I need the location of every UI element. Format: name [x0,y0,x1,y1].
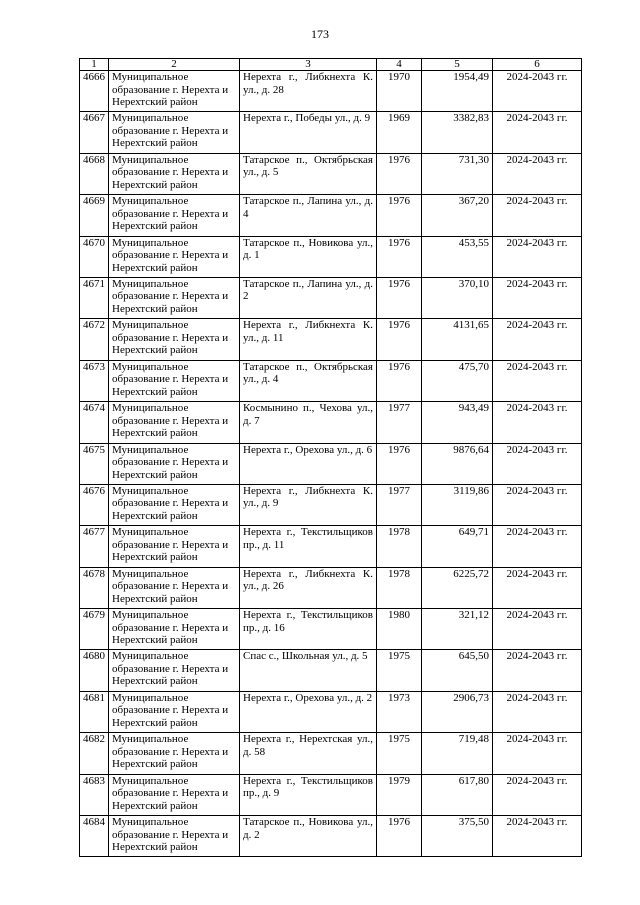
row-number-cell: 4683 [80,774,109,815]
cost-cell: 1954,49 [422,71,493,112]
cost-cell: 731,30 [422,153,493,194]
address-cell: Нерехта г., Либкнехта К. ул., д. 26 [240,567,377,608]
table-row [80,691,582,732]
municipality-cell: Муниципальное образование г. Нерехта и Нерехтский район [109,319,240,360]
column-header-4: 4 [377,59,422,71]
column-header-2: 2 [109,59,240,71]
period-cell: 2024-2043 гг. [493,526,582,567]
period-cell: 2024-2043 гг. [493,402,582,443]
municipality-cell: Муниципальное образование г. Нерехта и Нерехтский район [109,484,240,525]
table-row [80,360,582,401]
period-cell: 2024-2043 гг. [493,691,582,732]
cost-cell: 3119,86 [422,484,493,525]
municipality-cell: Муниципальное образование г. Нерехта и Нерехтский район [109,774,240,815]
address-cell: Татарское п., Октябрьская ул., д. 4 [240,360,377,401]
row-number-cell: 4674 [80,402,109,443]
year-cell: 1976 [377,277,422,318]
cost-cell: 649,71 [422,526,493,567]
row-number-cell: 4681 [80,691,109,732]
table-row [80,71,582,112]
row-number-cell: 4680 [80,650,109,691]
table-row [80,650,582,691]
table-row [80,774,582,815]
cost-cell: 375,50 [422,816,493,857]
municipality-cell: Муниципальное образование г. Нерехта и Нерехтский район [109,402,240,443]
cost-cell: 943,49 [422,402,493,443]
municipality-cell: Муниципальное образование г. Нерехта и Нерехтский район [109,650,240,691]
row-number-cell: 4676 [80,484,109,525]
table-row [80,816,582,857]
period-cell: 2024-2043 гг. [493,319,582,360]
cost-cell: 3382,83 [422,112,493,153]
year-cell: 1969 [377,112,422,153]
column-number-row [80,59,582,71]
table-row [80,319,582,360]
municipality-cell: Муниципальное образование г. Нерехта и Нерехтский район [109,360,240,401]
address-cell: Нерехта г., Текстильщиков пр., д. 16 [240,609,377,650]
municipality-cell: Муниципальное образование г. Нерехта и Нерехтский район [109,816,240,857]
cost-cell: 6225,72 [422,567,493,608]
cost-cell: 4131,65 [422,319,493,360]
address-cell: Нерехта г., Нерехтская ул., д. 58 [240,733,377,774]
municipality-cell: Муниципальное образование г. Нерехта и Нерехтский район [109,277,240,318]
period-cell: 2024-2043 гг. [493,567,582,608]
table-row [80,112,582,153]
row-number-cell: 4677 [80,526,109,567]
year-cell: 1976 [377,153,422,194]
period-cell: 2024-2043 гг. [493,360,582,401]
municipality-cell: Муниципальное образование г. Нерехта и Нерехтский район [109,733,240,774]
cost-cell: 475,70 [422,360,493,401]
row-number-cell: 4679 [80,609,109,650]
period-cell: 2024-2043 гг. [493,71,582,112]
cost-cell: 719,48 [422,733,493,774]
year-cell: 1977 [377,484,422,525]
page-number: 173 [311,27,329,41]
column-header-3: 3 [240,59,377,71]
address-cell: Космынино п., Чехова ул., д. 7 [240,402,377,443]
period-cell: 2024-2043 гг. [493,277,582,318]
cost-cell: 367,20 [422,195,493,236]
municipality-cell: Муниципальное образование г. Нерехта и Нерехтский район [109,443,240,484]
column-header-1: 1 [80,59,109,71]
row-number-cell: 4678 [80,567,109,608]
cost-cell: 453,55 [422,236,493,277]
row-number-cell: 4666 [80,71,109,112]
year-cell: 1975 [377,650,422,691]
address-cell: Нерехта г., Текстильщиков пр., д. 9 [240,774,377,815]
cost-cell: 2906,73 [422,691,493,732]
cost-cell: 9876,64 [422,443,493,484]
year-cell: 1978 [377,567,422,608]
year-cell: 1970 [377,71,422,112]
year-cell: 1978 [377,526,422,567]
year-cell: 1976 [377,195,422,236]
period-cell: 2024-2043 гг. [493,443,582,484]
year-cell: 1976 [377,443,422,484]
address-cell: Татарское п., Лапина ул., д. 2 [240,277,377,318]
table-row [80,484,582,525]
period-cell: 2024-2043 гг. [493,650,582,691]
year-cell: 1977 [377,402,422,443]
column-header-5: 5 [422,59,493,71]
year-cell: 1980 [377,609,422,650]
year-cell: 1976 [377,319,422,360]
row-number-cell: 4673 [80,360,109,401]
address-cell: Нерехта г., Либкнехта К. ул., д. 11 [240,319,377,360]
period-cell: 2024-2043 гг. [493,774,582,815]
table-row [80,236,582,277]
table-row [80,153,582,194]
municipality-cell: Муниципальное образование г. Нерехта и Нерехтский район [109,112,240,153]
municipality-cell: Муниципальное образование г. Нерехта и Нерехтский район [109,195,240,236]
cost-cell: 370,10 [422,277,493,318]
address-cell: Нерехта г., Орехова ул., д. 2 [240,691,377,732]
table-row [80,402,582,443]
table-body [80,71,582,857]
row-number-cell: 4682 [80,733,109,774]
table-row [80,526,582,567]
table-row [80,609,582,650]
period-cell: 2024-2043 гг. [493,816,582,857]
period-cell: 2024-2043 гг. [493,112,582,153]
year-cell: 1976 [377,360,422,401]
table-row [80,195,582,236]
address-cell: Нерехта г., Текстильщиков пр., д. 11 [240,526,377,567]
address-cell: Нерехта г., Орехова ул., д. 6 [240,443,377,484]
period-cell: 2024-2043 гг. [493,236,582,277]
year-cell: 1973 [377,691,422,732]
address-cell: Татарское п., Новикова ул., д. 1 [240,236,377,277]
municipality-cell: Муниципальное образование г. Нерехта и Нерехтский район [109,153,240,194]
municipality-cell: Муниципальное образование г. Нерехта и Нерехтский район [109,691,240,732]
period-cell: 2024-2043 гг. [493,609,582,650]
address-cell: Татарское п., Октябрьская ул., д. 5 [240,153,377,194]
period-cell: 2024-2043 гг. [493,733,582,774]
year-cell: 1976 [377,236,422,277]
address-cell: Нерехта г., Победы ул., д. 9 [240,112,377,153]
row-number-cell: 4669 [80,195,109,236]
municipality-cell: Муниципальное образование г. Нерехта и Нерехтский район [109,567,240,608]
address-cell: Татарское п., Лапина ул., д. 4 [240,195,377,236]
row-number-cell: 4671 [80,277,109,318]
municipality-cell: Муниципальное образование г. Нерехта и Нерехтский район [109,609,240,650]
address-cell: Нерехта г., Либкнехта К. ул., д. 9 [240,484,377,525]
municipality-cell: Муниципальное образование г. Нерехта и Нерехтский район [109,71,240,112]
table-row [80,567,582,608]
year-cell: 1979 [377,774,422,815]
address-cell: Спас с., Школьная ул., д. 5 [240,650,377,691]
table-row [80,733,582,774]
municipality-cell: Муниципальное образование г. Нерехта и Нерехтский район [109,236,240,277]
table-row [80,277,582,318]
column-header-6: 6 [493,59,582,71]
cost-cell: 617,80 [422,774,493,815]
row-number-cell: 4684 [80,816,109,857]
municipality-cell: Муниципальное образование г. Нерехта и Нерехтский район [109,526,240,567]
period-cell: 2024-2043 гг. [493,195,582,236]
row-number-cell: 4670 [80,236,109,277]
year-cell: 1975 [377,733,422,774]
row-number-cell: 4668 [80,153,109,194]
registry-table [79,58,582,857]
period-cell: 2024-2043 гг. [493,484,582,525]
row-number-cell: 4675 [80,443,109,484]
period-cell: 2024-2043 гг. [493,153,582,194]
cost-cell: 645,50 [422,650,493,691]
table-row [80,443,582,484]
row-number-cell: 4672 [80,319,109,360]
year-cell: 1976 [377,816,422,857]
address-cell: Татарское п., Новикова ул., д. 2 [240,816,377,857]
address-cell: Нерехта г., Либкнехта К. ул., д. 28 [240,71,377,112]
row-number-cell: 4667 [80,112,109,153]
cost-cell: 321,12 [422,609,493,650]
